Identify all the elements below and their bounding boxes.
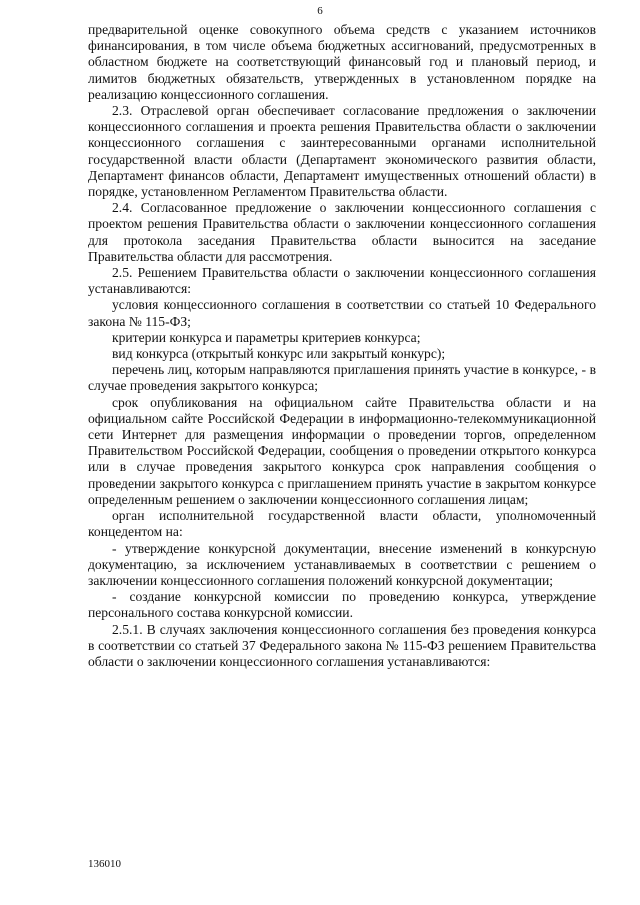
list-item-commission-creation: - создание конкурсной комиссии по проведению конкурса, утверждение персонального состава конкурсной комиссии. bbox=[88, 589, 596, 621]
paragraph-2-4: 2.4. Согласованное предложение о заключении концессионного соглашения с проектом решения Правительства области о заключении концессионного соглашения для протокола заседания Правительства области выносится на заседание Правительства области для рассмотрения. bbox=[88, 200, 596, 264]
paragraph-2-5-1: 2.5.1. В случаях заключения концессионного соглашения без проведения конкурса в соответствии со статьей 37 Федерального закона № 115-ФЗ решением Правительства области о заключении концессионного соглашения устанавливаются: bbox=[88, 621, 596, 669]
list-item-conditions: условия концессионного соглашения в соответствии со статьей 10 Федерального закона № 115-ФЗ; bbox=[88, 297, 596, 329]
paragraph-2-5: 2.5. Решением Правительства области о заключении концессионного соглашения устанавливаются: bbox=[88, 265, 596, 297]
list-item-authorized-body: орган исполнительной государственной власти области, уполномоченный концедентом на: bbox=[88, 508, 596, 540]
document-code: 136010 bbox=[88, 858, 121, 870]
list-item-criteria: критерии конкурса и параметры критериев конкурса; bbox=[112, 329, 421, 345]
list-item-publication-term: срок опубликования на официальном сайте Правительства области и на официальном сайте Российской Федерации в информационно-телекоммуникационной сети Интернет для размещения информации о проведении торгов, определенном Правительством Российской Федерации, сообщения о проведении открытого конкурса или в случае проведения закрытого конкурса срок направления сообщения о проведении закрытого конкурса с приглашением принять участие в закрытом конкурсе определенным решением о заключении концессионного соглашения лицам; bbox=[88, 394, 596, 507]
list-item-invitees: перечень лиц, которым направляются приглашения принять участие в конкурсе, - в случае проведения закрытого конкурса; bbox=[88, 362, 596, 394]
list-item-contest-type: вид конкурса (открытый конкурс или закрытый конкурс); bbox=[112, 346, 446, 362]
paragraph-funding-assessment: предварительной оценке совокупного объема средств с указанием источников финансирования, в том числе объема бюджетных ассигнований, предусмотренных в областном бюджете на соответствующий финансовый год и плановый период, и лимитов бюджетных обязательств, утвержденных в установленном порядке на реализацию концессионного соглашения. bbox=[88, 22, 596, 102]
document-body bbox=[88, 22, 596, 670]
list-item-documentation-approval: - утверждение конкурсной документации, внесение изменений в конкурсную документацию, за исключением устанавливаемых в соответствии с решением о заключении концессионного соглашения положений конкурсной документации; bbox=[88, 540, 596, 588]
paragraph-2-3: 2.3. Отраслевой орган обеспечивает согласование предложения о заключении концессионного соглашения и проекта решения Правительства области о заключении концессионного соглашения с заинтересованными органами исполнительной государственной власти области (Департамент экономического развития области, Департамент финансов области, Департамент имущественных отношений области) в порядке, установленном Регламентом Правительства области. bbox=[88, 103, 596, 200]
page-number: 6 bbox=[317, 5, 323, 17]
